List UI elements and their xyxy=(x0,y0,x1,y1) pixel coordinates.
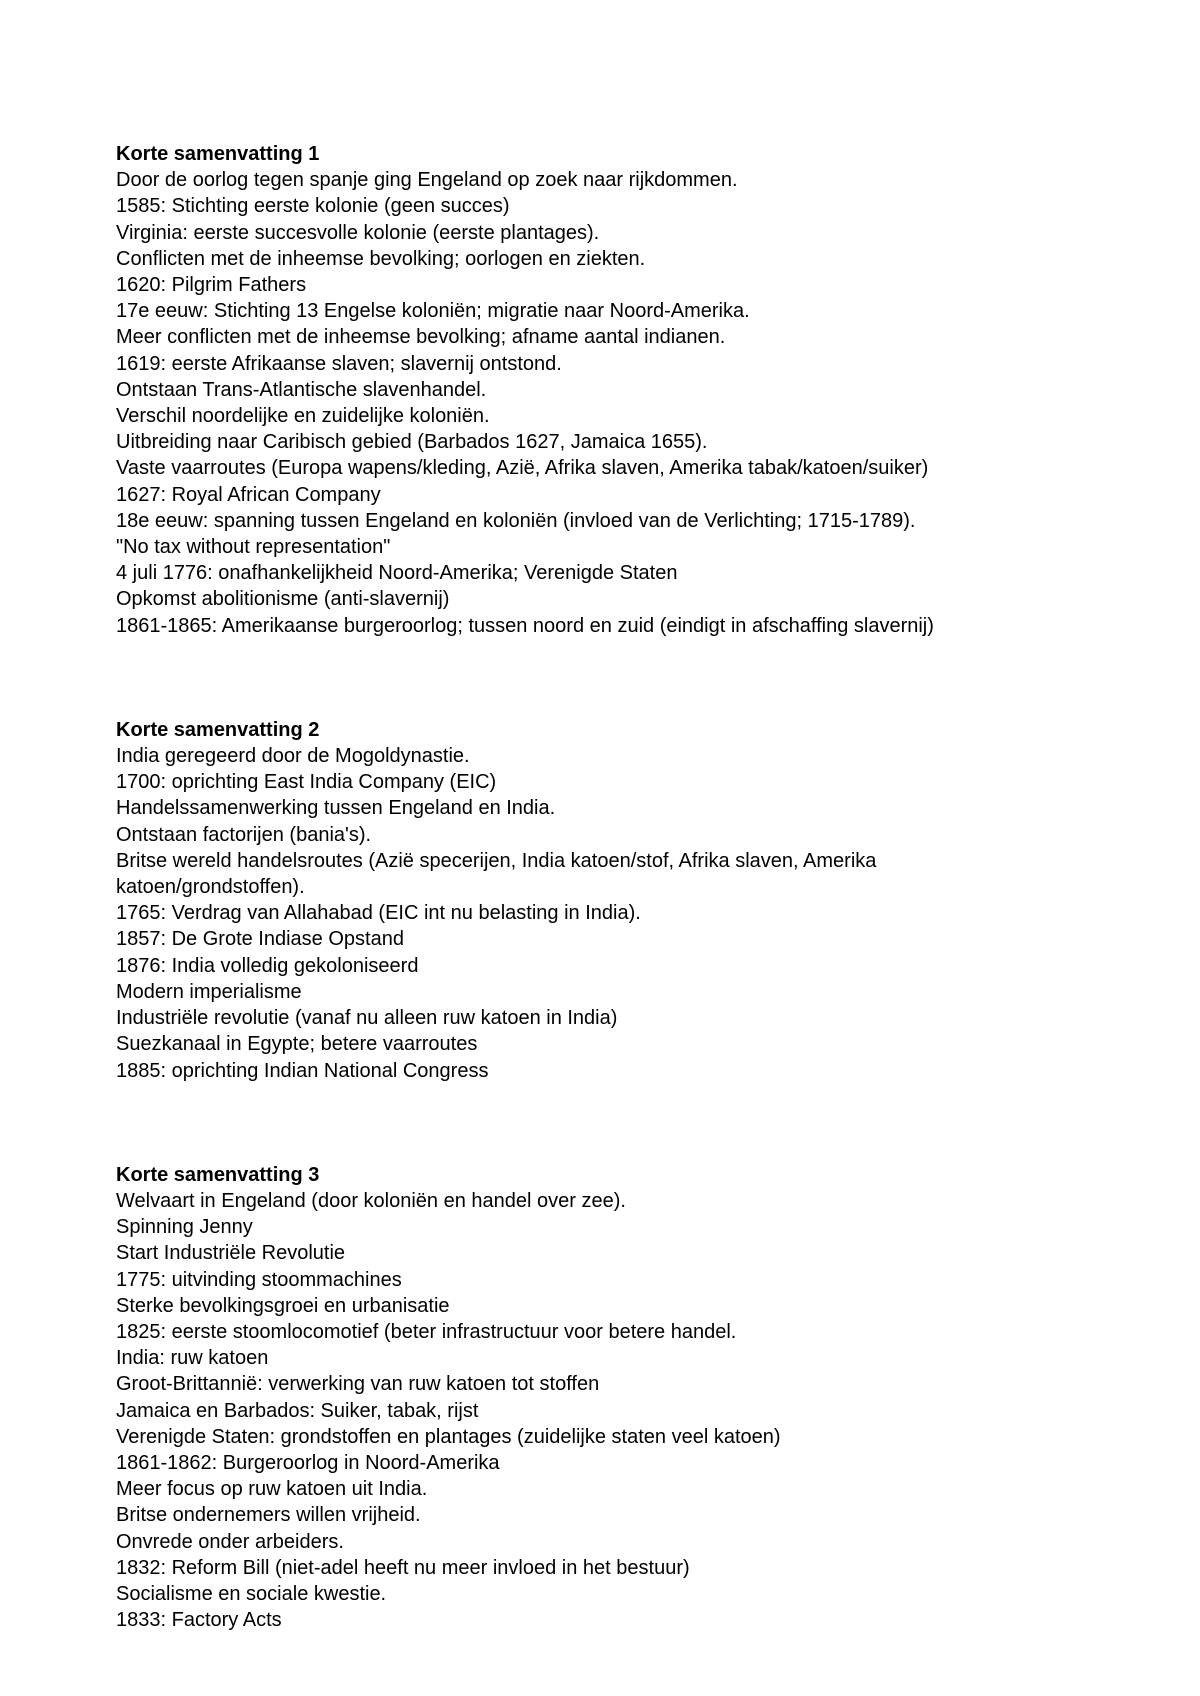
summary-line: 1765: Verdrag van Allahabad (EIC int nu belasting in India). xyxy=(116,902,641,925)
summary-lines xyxy=(116,167,1116,639)
summary-line: Opkomst abolitionisme (anti-slavernij) xyxy=(116,588,450,611)
summary-line: Britse ondernemers willen vrijheid. xyxy=(116,1504,421,1527)
summary-line: Industriële revolutie (vanaf nu alleen ruw katoen in India) xyxy=(116,1007,618,1030)
summary-line: Start Industriële Revolutie xyxy=(116,1242,346,1265)
summary-line: Socialisme en sociale kwestie. xyxy=(116,1582,387,1605)
summary-line: Verenigde Staten: grondstoffen en plantages (zuidelijke staten veel katoen) xyxy=(116,1425,781,1448)
summary-line: Meer conflicten met de inheemse bevolking; afname aantal indianen. xyxy=(116,326,726,349)
summary-line: Vaste vaarroutes (Europa wapens/kleding, Azië, Afrika slaven, Amerika tabak/katoen/suiker) xyxy=(116,457,929,480)
summary-line: 1832: Reform Bill (niet-adel heeft nu meer invloed in het bestuur) xyxy=(116,1556,690,1579)
summary-line: India: ruw katoen xyxy=(116,1347,269,1370)
summary-line: 1857: De Grote Indiase Opstand xyxy=(116,928,404,951)
section-heading: Korte samenvatting 1 xyxy=(116,143,320,165)
summary-line: 1620: Pilgrim Fathers xyxy=(116,274,307,297)
summary-section-1 xyxy=(116,141,1116,639)
summary-line: Door de oorlog tegen spanje ging Engeland op zoek naar rijkdommen. xyxy=(116,169,738,192)
summary-line: 4 juli 1776: onafhankelijkheid Noord-Amerika; Verenigde Staten xyxy=(116,562,678,585)
summary-line: Jamaica en Barbados: Suiker, tabak, rijst xyxy=(116,1399,479,1422)
summary-line: Virginia: eerste succesvolle kolonie (eerste plantages). xyxy=(116,221,600,244)
summary-line: 1700: oprichting East India Company (EIC) xyxy=(116,771,497,794)
summary-line: Onvrede onder arbeiders. xyxy=(116,1530,344,1553)
summary-line: 1885: oprichting Indian National Congress xyxy=(116,1059,489,1082)
summary-line: 18e eeuw: spanning tussen Engeland en koloniën (invloed van de Verlichting; 1715-1789). xyxy=(116,509,916,532)
section-heading: Korte samenvatting 3 xyxy=(116,1163,320,1186)
summary-line: Ontstaan Trans-Atlantische slavenhandel. xyxy=(116,378,487,401)
summary-line: Modern imperialisme xyxy=(116,980,302,1003)
summary-line: "No tax without representation" xyxy=(116,536,391,559)
summary-line: Ontstaan factorijen (bania's). xyxy=(116,823,372,846)
summary-lines xyxy=(116,1188,1116,1633)
summary-lines xyxy=(116,743,1116,1084)
summary-line: India geregeerd door de Mogoldynastie. xyxy=(116,745,470,768)
summary-line: Welvaart in Engeland (door koloniën en handel over zee). xyxy=(116,1189,626,1212)
summary-line: 17e eeuw: Stichting 13 Engelse koloniën; migratie naar Noord-Amerika. xyxy=(116,300,750,323)
summary-line: 1833: Factory Acts xyxy=(116,1609,282,1632)
summary-line: 1825: eerste stoomlocomotief (beter infrastructuur voor betere handel. xyxy=(116,1320,737,1343)
summary-section-3 xyxy=(116,1162,1116,1634)
summary-line: 1876: India volledig gekoloniseerd xyxy=(116,954,419,977)
document-page xyxy=(116,141,1116,1633)
summary-line: Suezkanaal in Egypte; betere vaarroutes xyxy=(116,1033,478,1056)
summary-line: Meer focus op ruw katoen uit India. xyxy=(116,1478,428,1501)
summary-line: Uitbreiding naar Caribisch gebied (Barbados 1627, Jamaica 1655). xyxy=(116,431,708,454)
summary-line: Verschil noordelijke en zuidelijke koloniën. xyxy=(116,405,490,428)
summary-line: 1861-1862: Burgeroorlog in Noord-Amerika xyxy=(116,1451,500,1474)
summary-section-2 xyxy=(116,717,1116,1084)
summary-line: Spinning Jenny xyxy=(116,1216,253,1239)
summary-line: 1861-1865: Amerikaanse burgeroorlog; tussen noord en zuid (eindigt in afschaffing slavernij) xyxy=(116,614,934,637)
summary-line: 1775: uitvinding stoommachines xyxy=(116,1268,402,1291)
summary-line: Handelssamenwerking tussen Engeland en India. xyxy=(116,797,556,820)
summary-line: Groot-Brittannië: verwerking van ruw katoen tot stoffen xyxy=(116,1373,600,1396)
summary-line: Conflicten met de inheemse bevolking; oorlogen en ziekten. xyxy=(116,247,646,270)
summary-line: 1619: eerste Afrikaanse slaven; slavernij ontstond. xyxy=(116,352,562,375)
section-heading: Korte samenvatting 2 xyxy=(116,718,320,741)
summary-line: 1627: Royal African Company xyxy=(116,483,381,506)
summary-line: 1585: Stichting eerste kolonie (geen succes) xyxy=(116,195,510,218)
summary-line: Sterke bevolkingsgroei en urbanisatie xyxy=(116,1294,450,1317)
summary-line: Britse wereld handelsroutes (Azië specerijen, India katoen/stof, Afrika slaven, Amerika katoen/grondstoffen). xyxy=(116,849,877,899)
